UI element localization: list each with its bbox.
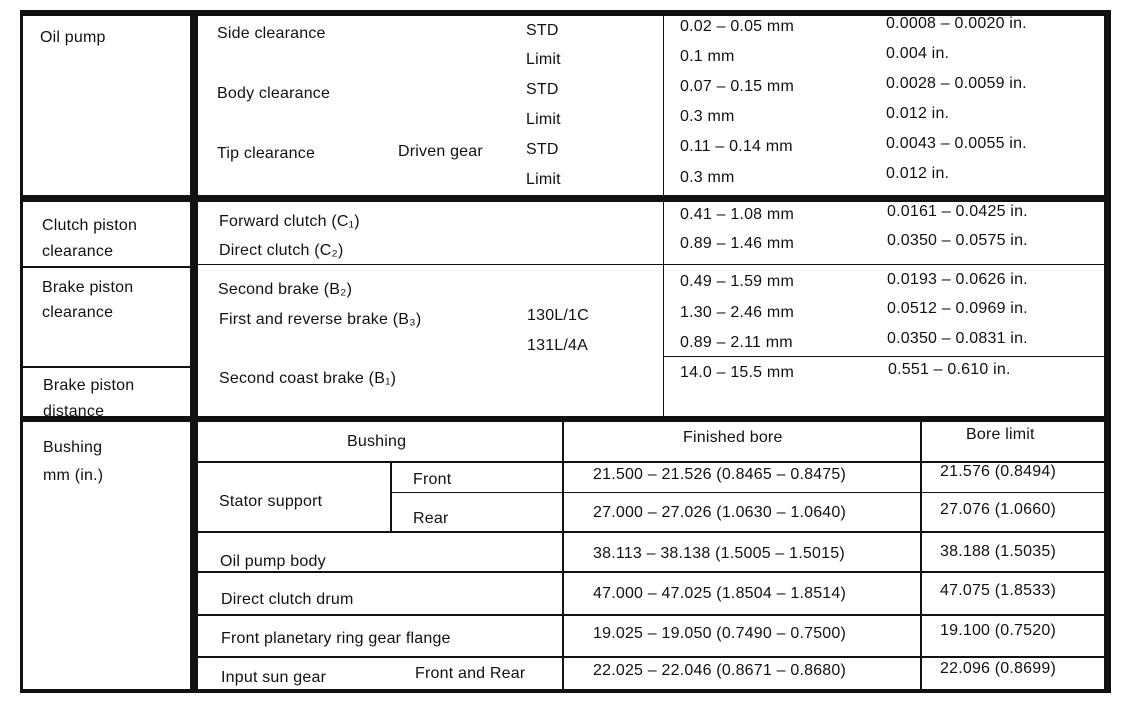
- oil-pump-mm-1: 0.1 mm: [680, 48, 735, 65]
- bushing-header-bore-limit: Bore limit: [966, 426, 1035, 443]
- brake-model-1: 130L/1C: [527, 307, 589, 324]
- clutch-item-1: Direct clutch (C₂): [219, 242, 344, 259]
- oil-pump-cond-4: STD: [526, 141, 559, 158]
- bushing-limit-4: 19.100 (0.7520): [940, 622, 1056, 639]
- oil-pump-item-0: Side clearance: [217, 25, 326, 42]
- clutch-item-0: Forward clutch (C₁): [219, 213, 360, 230]
- brake-piston-label-2: clearance: [42, 304, 114, 321]
- oil-pump-cond-1: Limit: [526, 51, 561, 68]
- bushing-limit-1: 27.076 (1.0660): [940, 501, 1056, 518]
- brake-in-1: 0.0512 – 0.0969 in.: [887, 300, 1028, 317]
- oil-pump-mm-3: 0.3 mm: [680, 108, 735, 125]
- clutch-in-0: 0.0161 – 0.0425 in.: [887, 203, 1028, 220]
- clutch-piston-label-2: clearance: [42, 243, 114, 260]
- oil-pump-in-2: 0.0028 – 0.0059 in.: [886, 75, 1027, 92]
- bushing-header-bushing: Bushing: [347, 433, 407, 450]
- bushing-finished-1: 27.000 – 27.026 (1.0630 – 1.0640): [593, 504, 847, 521]
- bushing-limit-2: 38.188 (1.5035): [940, 543, 1056, 560]
- oil-pump-mm-5: 0.3 mm: [680, 169, 735, 186]
- bushing-label-2: mm (in.): [43, 467, 104, 484]
- bushing-row-divider-4: [198, 614, 1105, 616]
- oil-pump-label: Oil pump: [40, 29, 106, 46]
- bushing-limit-5: 22.096 (0.8699): [940, 660, 1056, 677]
- mm-column-divider: [663, 16, 664, 416]
- brake-in-2: 0.0350 – 0.0831 in.: [887, 330, 1028, 347]
- bushing-col-divider-sub: [390, 461, 392, 533]
- bushing-part-4: Front planetary ring gear flange: [221, 630, 451, 647]
- oil-pump-sub-4: Driven gear: [398, 143, 483, 160]
- clutch-piston-label-1: Clutch piston: [42, 217, 138, 234]
- oil-pump-in-5: 0.012 in.: [886, 165, 950, 182]
- brake-in-0: 0.0193 – 0.0626 in.: [887, 271, 1028, 288]
- brake-mm-1: 1.30 – 2.46 mm: [680, 304, 794, 321]
- bushing-finished-2: 38.113 – 38.138 (1.5005 – 1.5015): [593, 545, 845, 562]
- table-border-left: [20, 10, 23, 693]
- brake-piston-label-1: Brake piston: [42, 279, 134, 296]
- bushing-col-divider-finished: [562, 422, 564, 690]
- oil-pump-cond-5: Limit: [526, 171, 561, 188]
- bushing-row-divider-2: [198, 531, 1105, 533]
- bushing-limit-0: 21.576 (0.8494): [940, 463, 1056, 480]
- bushing-header-finished-bore: Finished bore: [683, 429, 783, 446]
- brake-model-2: 131L/4A: [527, 337, 589, 354]
- clutch-mm-0: 0.41 – 1.08 mm: [680, 206, 794, 223]
- label-divider-clutch: [20, 266, 195, 268]
- bushing-finished-3: 47.000 – 47.025 (1.8504 – 1.8514): [593, 585, 847, 602]
- section-divider-oil-pump: [20, 195, 1111, 202]
- oil-pump-mm-0: 0.02 – 0.05 mm: [680, 18, 794, 35]
- bushing-limit-3: 47.075 (1.8533): [940, 582, 1056, 599]
- label-divider-brake: [20, 366, 195, 368]
- bushing-col-divider-limit: [920, 422, 922, 690]
- brake-distance-in: 0.551 – 0.610 in.: [888, 361, 1011, 378]
- oil-pump-cond-2: STD: [526, 81, 559, 98]
- bushing-finished-4: 19.025 – 19.050 (0.7490 – 0.7500): [593, 625, 847, 642]
- label-column-divider: [190, 10, 198, 693]
- oil-pump-in-4: 0.0043 – 0.0055 in.: [886, 135, 1027, 152]
- brake-item-1: First and reverse brake (B₃): [219, 311, 422, 328]
- brake-mm-0: 0.49 – 1.59 mm: [680, 273, 794, 290]
- bushing-sub-1: Rear: [413, 510, 449, 527]
- brake-distance-mm: 14.0 – 15.5 mm: [680, 364, 794, 381]
- brake-distance-label-2: distance: [43, 403, 105, 420]
- brake-distance-item: Second coast brake (B₁): [219, 370, 397, 387]
- oil-pump-mm-2: 0.07 – 0.15 mm: [680, 78, 794, 95]
- bushing-stator-support: Stator support: [219, 493, 323, 510]
- bushing-sub-0: Front: [413, 471, 452, 488]
- table-border-right: [1104, 10, 1111, 693]
- oil-pump-in-0: 0.0008 – 0.0020 in.: [886, 15, 1027, 32]
- bushing-part-5: Input sun gear: [221, 669, 327, 686]
- row-divider-clutch: [198, 264, 1105, 265]
- oil-pump-item-4: Tip clearance: [217, 145, 316, 162]
- bushing-part-2: Oil pump body: [220, 553, 326, 570]
- oil-pump-in-1: 0.004 in.: [886, 45, 950, 62]
- bushing-row-divider-1: [390, 492, 1105, 493]
- bushing-row-divider-3: [198, 571, 1105, 573]
- brake-distance-label-1: Brake piston: [43, 377, 135, 394]
- table-border-bottom: [20, 689, 1111, 693]
- bushing-part-3: Direct clutch drum: [221, 591, 354, 608]
- bushing-sub-5: Front and Rear: [415, 665, 526, 682]
- row-divider-brake: [663, 356, 1105, 357]
- section-divider-brake-distance: [20, 416, 1111, 422]
- bushing-row-divider-5: [198, 656, 1105, 658]
- oil-pump-item-2: Body clearance: [217, 85, 331, 102]
- clutch-mm-1: 0.89 – 1.46 mm: [680, 235, 794, 252]
- oil-pump-cond-0: STD: [526, 22, 559, 39]
- oil-pump-in-3: 0.012 in.: [886, 105, 950, 122]
- bushing-finished-0: 21.500 – 21.526 (0.8465 – 0.8475): [593, 466, 847, 483]
- brake-item-0: Second brake (B₂): [218, 281, 353, 298]
- bushing-finished-5: 22.025 – 22.046 (0.8671 – 0.8680): [593, 662, 847, 679]
- clutch-in-1: 0.0350 – 0.0575 in.: [887, 232, 1028, 249]
- brake-mm-2: 0.89 – 2.11 mm: [680, 334, 793, 351]
- bushing-label-1: Bushing: [43, 439, 103, 456]
- oil-pump-cond-3: Limit: [526, 111, 561, 128]
- oil-pump-mm-4: 0.11 – 0.14 mm: [680, 138, 793, 155]
